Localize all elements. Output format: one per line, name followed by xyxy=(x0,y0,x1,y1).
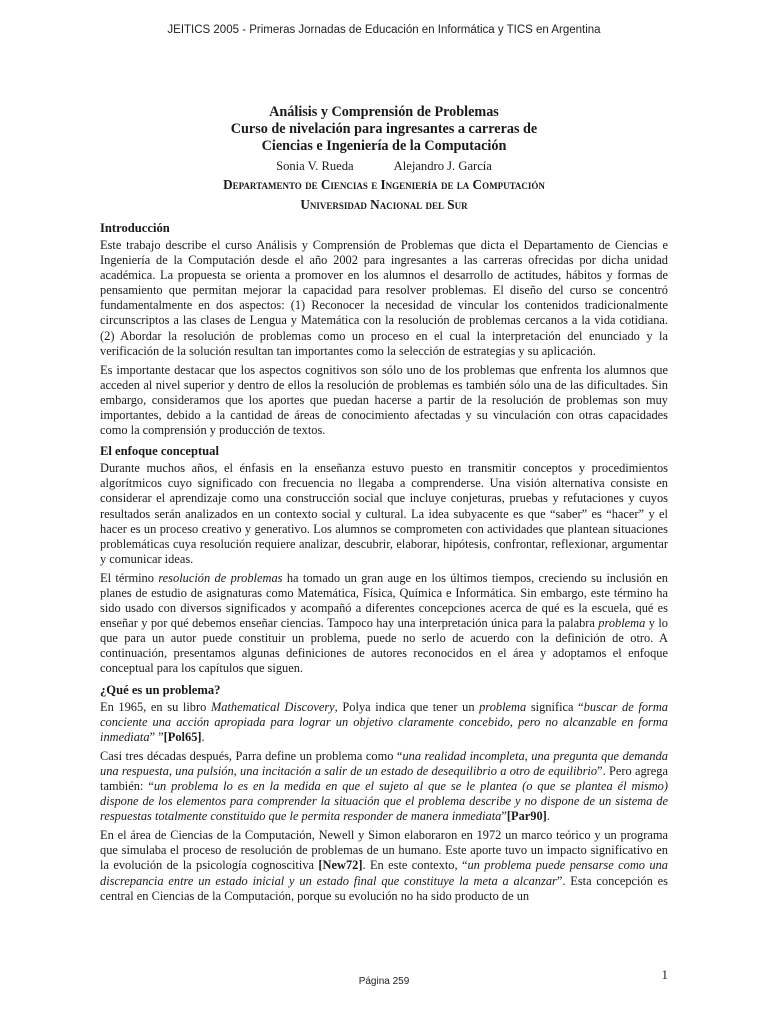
paragraph: En 1965, en su libro Mathematical Discovery, Polya indica que tener un problema significa “buscar de forma conciente una acción apropiada para lograr un objetivo claramente concebido, pero no alcanzable en forma inmediata” ”[Pol65]. xyxy=(100,699,668,744)
paragraph: Casi tres décadas después, Parra define un problema como “una realidad incompleta, una pregunta que demanda una respuesta, una pulsión, una incitación a salir de un estado de desequilibrio a otro de equilibrio”. Pero agrega también: “un problema lo es en la medida en que el sujeto al que se le plantea (o que se plantea él mismo) dispone de los elementos para comprender la situación que el problema describe y no dispone de un sistema de respuestas totalmente constituido que le permita responder de manera inmediata”[Par90]. xyxy=(100,748,669,824)
title-line-3: Ciencias e Ingeniería de la Computación xyxy=(261,138,507,154)
paragraph: Es importante destacar que los aspectos cognitivos son sólo uno de los problemas que enfrenta los alumnos que acceden al nivel superior y dentro de ellos la resolución de problemas es también sólo una de las dificultades. Sin embargo, consideramos que los aportes que puedan hacerse a partir de la resolución de problemas son muy importantes, debido a la cantidad de áreas de conocimiento afectadas y su vinculación con otras capacidades como la comprensión y producción de textos. xyxy=(100,362,668,438)
section-heading-introduccion: Introducción xyxy=(100,221,170,235)
page-number: 1 xyxy=(661,967,668,982)
citation: [Pol65] xyxy=(163,729,202,744)
section-heading-problema: ¿Qué es un problema? xyxy=(100,682,221,697)
department-name: Departamento de Ciencias e Ingeniería de la Computación xyxy=(223,177,545,192)
author-list xyxy=(100,157,668,175)
paragraph: El término resolución de problemas ha tomado un gran auge en los últimos tiempos, creciendo su inclusión en planes de estudio de asignaturas como Matemática, Física, Química e Informática. Sin embargo, este término ha sido usado con diversos significados y acompañó a diferentes concepciones acerca de qué es la escuela, qué es enseñar y por qué debemos enseñar ciencias. Tampoco hay una interpretación única para la palabra problema y lo que para un autor puede constituir un problema, puede no serlo de acuerdo con la definición de otro. A continuación, presentamos algunas definiciones de autores reconocidos en el área y adoptamos el enfoque conceptual para los capítulos que siguen. xyxy=(100,570,668,676)
paragraph: Este trabajo describe el curso Análisis y Comprensión de Problemas que dicta el Departamento de Ciencias e Ingeniería de la Computación desde el año 2002 para ingresantes a las carreras ofrecidas por dicha unidad académica. La propuesta se orienta a promover en los alumnos el desarrollo de actitudes, hábitos y formas de pensamiento que permitan mejorar la capacidad para resolver problemas. El diseño del curso se concentró fundamentalmente en dos aspectos: (1) Reconocer la necesidad de vincular los contenidos tradicionalmente circunscriptos a las clases de Lengua y Matemática con la resolución de problemas cercanos a la vida cotidiana. (2) Abordar la resolución de problemas como un proceso en el cual la interpretación del enunciado y la verificación de la solución resultan tan importantes como la selección de estrategias y su aplicación. xyxy=(100,238,668,358)
university-name: Universidad Nacional del Sur xyxy=(300,197,468,212)
title-line-2: Curso de nivelación para ingresantes a carreras de xyxy=(230,121,538,137)
running-header: JEITICS 2005 - Primeras Jornadas de Educación en Informática y TICS en Argentina xyxy=(167,24,601,36)
paragraph: En el área de Ciencias de la Computación, Newell y Simon elaboraron en 1972 un marco teórico y un programa que simulaba el proceso de resolución de problemas de un humano. Este aporte tuvo un impacto significativo en la evolución de la psicología cognoscitiva [New72]. En este contexto, “un problema puede pensarse como una discrepancia entre un estado inicial y un estado final que constituye la meta a alcanzar”. Esta concepción es central en Ciencias de la Computación, porque su evolución no ha sido producto de un xyxy=(100,828,668,903)
paper-title xyxy=(100,104,668,155)
author-name: Sonia V. Rueda xyxy=(276,159,354,173)
title-line-1: Análisis y Comprensión de Problemas xyxy=(269,104,499,120)
paper-content xyxy=(100,104,668,908)
section-heading-enfoque: El enfoque conceptual xyxy=(100,444,219,459)
author-name: Alejandro J. García xyxy=(393,159,492,173)
citation: [Par90] xyxy=(506,809,547,824)
page-footer: Página 259 xyxy=(358,976,410,987)
paragraph: Durante muchos años, el énfasis en la enseñanza estuvo puesto en transmitir conceptos y procedimientos algorítmicos cuyo significado con frecuencia no llegaba a comprenderse. Una visión alternativa consiste en considerar el aprendizaje como una construcción social que incluye conjeturas, pruebas y refutaciones y cuyos resultados serán analizados en un contexto social y cultural. La idea subyacente es que “saber” es “hacer” y el hacer es un proceso creativo y generativo. Los alumnos se comprometen con actividades que plantean situaciones problemáticas cuya resolución requiere analizar, descubrir, elaborar, hipótesis, confrontar, reflexionar, argumentar y comunicar ideas. xyxy=(100,461,668,566)
citation: [New72] xyxy=(318,858,363,873)
